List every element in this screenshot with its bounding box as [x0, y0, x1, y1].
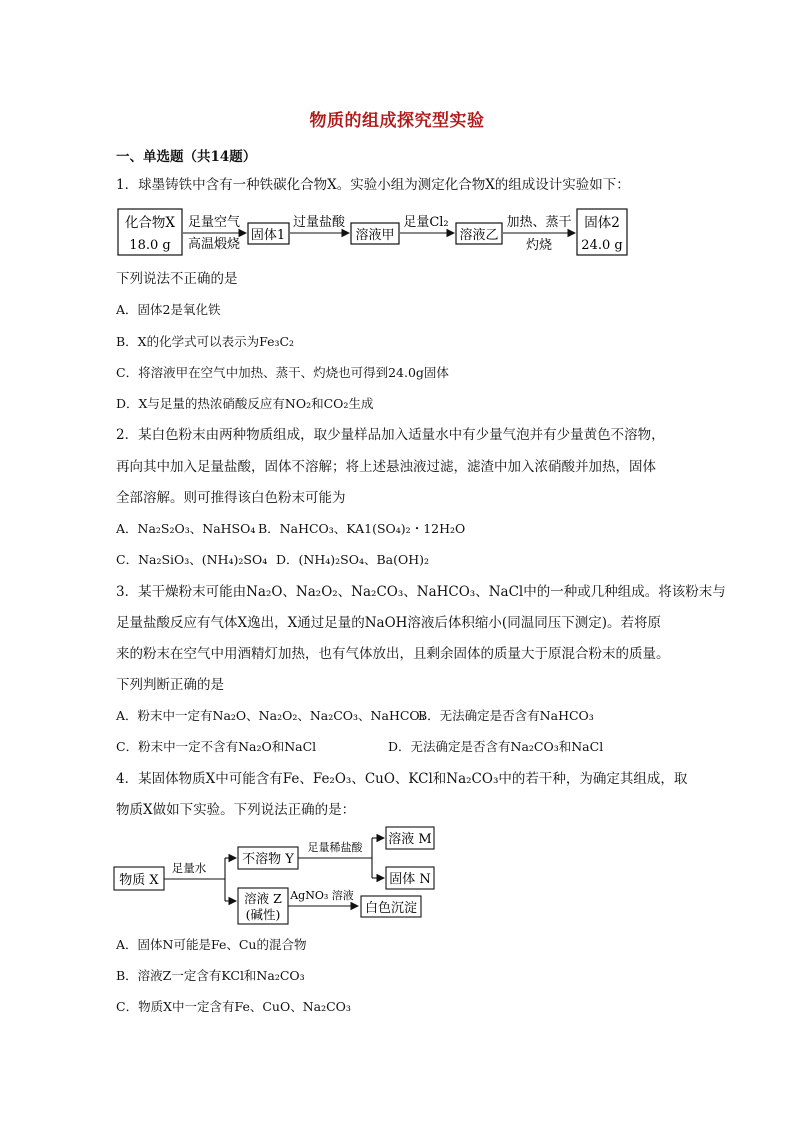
q1-arrow1-bottom: 高温煅烧 [187, 237, 241, 252]
q2-line-2: 再向其中加入足量盐酸，固体不溶解；将上述悬浊液过滤，滤渣中加入浓硝酸并加热，固体 [116, 459, 656, 475]
q3-line-3: 来的粉末在空气中用酒精灯加热，也有气体放出，且剩余固体的质量大于原混合粉末的质量。 [116, 646, 670, 662]
q2-line-1: 2．某白色粉末由两种物质组成，取少量样品加入适量水中有少量气泡并有少量黄色不溶物， [116, 427, 665, 443]
page-title: 物质的组成探究型实验 [309, 111, 485, 131]
q1-stem: 1．球墨铸铁中含有一种铁碳化合物X。实验小组为测定化合物X的组成设计实验如下： [116, 177, 630, 193]
q4-solution-m-label: 溶液 M [388, 832, 432, 847]
q4-insoluble-label: 不溶物 Y [242, 852, 294, 867]
q1-arrow2-top: 过量盐酸 [292, 215, 346, 230]
q4-solution-z-note: (碱性) [245, 907, 281, 922]
q4-acid-label: 足量稀盐酸 [307, 841, 363, 854]
q1-option-c: C．将溶液甲在空气中加热、蒸干、灼烧也可得到24.0g固体 [116, 365, 449, 380]
q1-box1-label: 化合物X [124, 215, 176, 231]
section-heading: 一、单选题（共14题） [116, 149, 257, 165]
q2-option-d: D．(NH₄)₂SO₄、Ba(OH)₂ [276, 552, 430, 567]
q2-option-b: B．NaHCO₃、KA1(SO₄)₂・12H₂O [258, 521, 466, 536]
q3-option-b: B．无法确定是否含有NaHCO₃ [418, 708, 594, 723]
q1-option-a: A．固体2是氧化铁 [116, 302, 221, 317]
q1-option-d: D．X与足量的热浓硝酸反应有NO₂和CO₂生成 [116, 396, 374, 411]
q4-start-label: 物质 X [119, 873, 159, 888]
q1-box3-label: 溶液甲 [355, 228, 395, 243]
q4-arrow-water-label: 足量水 [171, 861, 207, 875]
q4-line-2: 物质X做如下实验。下列说法正确的是： [116, 802, 356, 818]
q4-option-b: B．溶液Z一定含有KCl和Na₂CO₃ [116, 968, 305, 983]
q1-arrow3-top: 足量Cl₂ [403, 215, 449, 230]
q3-line-1: 3．某干燥粉末可能由Na₂O、Na₂O₂、Na₂CO₃、NaHCO₃、NaCl中的一种或几种组成。将该粉末与 [116, 584, 726, 600]
q1-box5-mass: 24.0 g [581, 238, 623, 253]
q1-box2-label: 固体1 [250, 228, 286, 243]
q1-box5-label: 固体2 [584, 215, 620, 231]
q4-agno3-label: AgNO₃ 溶液 [290, 889, 354, 902]
q4-option-a: A．固体N可能是Fe、Cu的混合物 [116, 937, 307, 952]
q4-solid-n-label: 固体 N [389, 872, 431, 887]
q4-solution-z-label: 溶液 Z [244, 891, 282, 906]
q1-prompt: 下列说法不正确的是 [116, 271, 238, 287]
q2-option-c: C．Na₂SiO₃、(NH₄)₂SO₄ [116, 552, 268, 567]
q4-line-1: 4．某固体物质X中可能含有Fe、Fe₂O₃、CuO、KCl和Na₂CO₃中的若干种，为确定其组成，取 [116, 771, 688, 787]
q1-box4-label: 溶液乙 [459, 228, 499, 243]
q1-arrow4-top: 加热、蒸干 [506, 215, 572, 230]
q2-option-a: A．Na₂S₂O₃、NaHSO₄ [116, 521, 256, 536]
q3-option-c: C．粉末中一定不含有Na₂O和NaCl [116, 739, 317, 754]
q4-precipitate-label: 白色沉淀 [364, 901, 418, 916]
q1-arrow4-bottom: 灼烧 [525, 238, 553, 253]
q3-option-d: D．无法确定是否含有Na₂CO₃和NaCl [388, 739, 604, 754]
q3-option-a: A．粉末中一定有Na₂O、Na₂O₂、Na₂CO₃、NaHCO₃ [116, 708, 425, 723]
q3-line-4: 下列判断正确的是 [116, 677, 224, 693]
q1-box1-mass: 18.0 g [129, 238, 171, 253]
q3-line-2: 足量盐酸反应有气体X逸出，X通过足量的NaOH溶液后体积缩小(同温同压下测定)。若将原 [116, 615, 661, 631]
q2-line-3: 全部溶解。则可推得该白色粉末可能为 [116, 490, 346, 506]
q4-option-c: C．物质X中一定含有Fe、CuO、Na₂CO₃ [116, 999, 351, 1014]
q1-option-b: B．X的化学式可以表示为Fe₃C₂ [116, 334, 295, 349]
q1-arrow1-top: 足量空气 [187, 215, 241, 230]
